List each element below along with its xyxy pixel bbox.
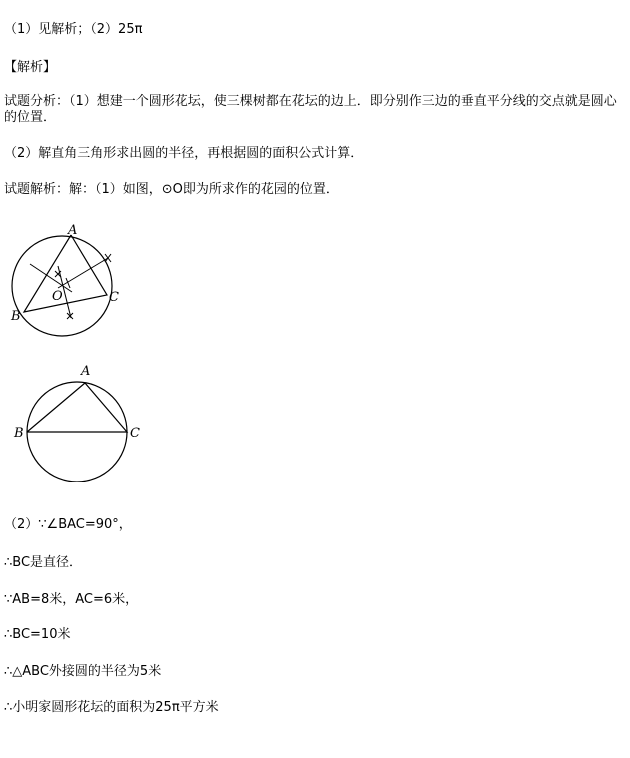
- label-o: O: [52, 289, 63, 304]
- label-b: B: [14, 426, 24, 441]
- construction-figure: [0, 224, 140, 344]
- analysis-step-2: （2）解直角三角形求出圆的半径，再根据圆的面积公式计算．: [4, 146, 364, 161]
- step-6: ∴小明家圆形花坛的面积为25π平方米: [4, 700, 219, 715]
- triangle: [27, 383, 127, 432]
- right-triangle-figure: [0, 362, 150, 482]
- step-5: ∴△ABC外接圆的半径为5米: [4, 664, 162, 679]
- label-c: C: [109, 290, 119, 305]
- section-label: 【解析】: [4, 60, 57, 75]
- step-1: （2）∵∠BAC=90°，: [4, 517, 132, 532]
- answer-line: （1）见解析；（2）25π: [4, 22, 143, 37]
- analysis-text: 试题分析：（1）想建一个圆形花坛，使三棵树都在花坛的边上．即分别作三边的垂直平分线的交点就是圆心的位置．: [4, 94, 617, 125]
- label-b: B: [11, 309, 21, 324]
- label-a: A: [81, 364, 91, 379]
- step-4: ∴BC=10米: [4, 627, 71, 642]
- triangle: [24, 235, 107, 312]
- label-c: C: [130, 426, 140, 441]
- solution-intro: 试题解析：解：（1）如图，⊙O即为所求作的花园的位置．: [4, 182, 339, 197]
- label-a: A: [68, 224, 78, 238]
- step-3: ∵AB=8米，AC=6米，: [4, 592, 139, 607]
- step-2: ∴BC是直径．: [4, 555, 83, 570]
